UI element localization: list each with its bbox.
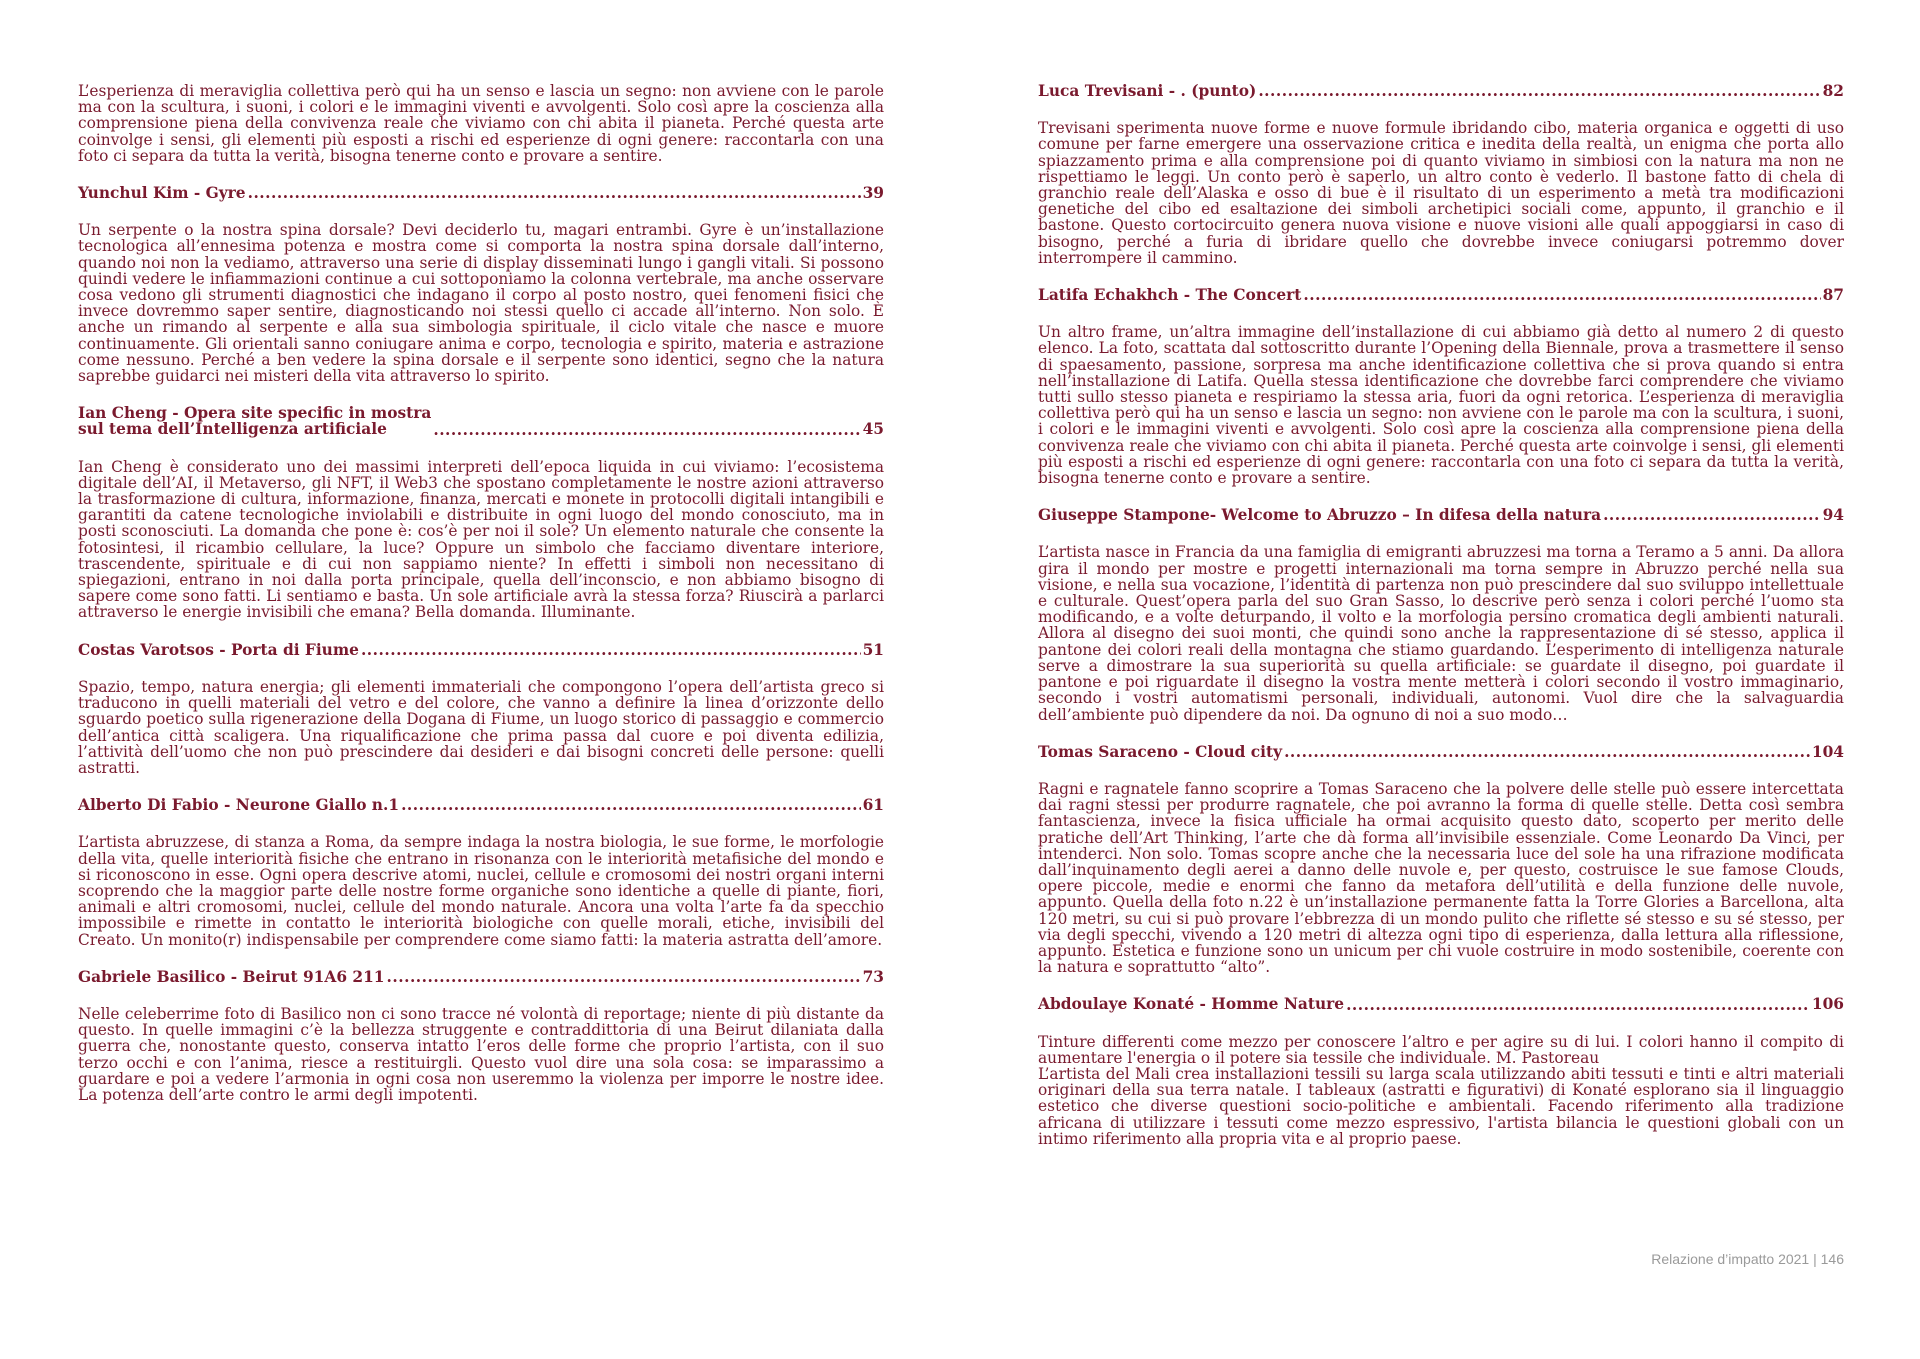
page-footer xyxy=(1651,1251,1844,1267)
entry-paragraph: Ragni e ragnatele fanno scoprire a Tomas Saraceno che la polvere delle stelle può essere intercettata dai ragni stessi per produrre ragnatele, che poi avranno la forma di quelle stelle. Detta così sembra fantascienza, invece la fisica ufficiale ha ormai acquisito questo dato, scoperto per merito delle pratiche dell’Art Thinking, l’arte che dà forma all’invisibile essenziale. Come Leonardo Da Vinci, per intenderci. Non solo. Tomas scopre anche che la necessaria luce del sole ha una rifrazione modificata dall’inquinamento degli aerei a danno delle nuvole e, per questo, costruisce le sue famose Clouds, opere piccole, medie e enormi che fanno da metafora dell’utilità e della funzione delle nuvole, appunto. Quella della foto n.22 è un’installazione permanente fatta la Torre Glories a Barcellona, alta 120 metri, su cui si può provare l’ebbrezza di un mondo pulito che riflette sé stesso e su sé stesso, per via degli specchi, vivendo a 120 metri di altezza ogni tipo di esperienza, dalla lettura alla riflessione, appunto. Estetica e funzione sono un unicum per chi vuole costruire in modo sostenibile, coerente con la natura e soprattutto “alto”. xyxy=(1038,779,1844,977)
toc-entry-abdoulaye-konate xyxy=(1038,996,1844,1147)
entry-title[interactable] xyxy=(1038,996,1844,1012)
leader-dots xyxy=(387,969,861,985)
entry-title-text: Alberto Di Fabio - Neurone Giallo n.1 xyxy=(78,796,400,815)
entry-page-number: 82 xyxy=(1822,82,1844,100)
leader-dots xyxy=(401,797,861,813)
entry-title-text: Luca Trevisani - . (punto) xyxy=(1038,82,1257,100)
entry-title[interactable] xyxy=(78,642,884,658)
entry-title[interactable] xyxy=(1038,83,1844,99)
entry-paragraph: Spazio, tempo, natura energia; gli elementi immateriali che compongono l’opera dell’artista greco si traducono in quelli materiali del vetro e del colore, che vanno a definire la linea d’orizzonte dello sguardo poetico sulla rigenerazione della Dogana di Fiume, un luogo storico di passaggio e commercio dell’antica città scaligera. Una riqualificazione che prima passa dal cuore e poi diventa edilizia, l’attività dell’uomo che non può prescindere dai desideri e dai bisogni concreti delle persone: quelli astratti. xyxy=(78,677,884,777)
footer-separator: | xyxy=(1813,1251,1817,1267)
entry-body xyxy=(1038,781,1844,975)
entry-title-text: Yunchul Kim - Gyre xyxy=(78,184,246,203)
entry-paragraph: L’artista del Mali crea installazioni tessili su larga scala utilizzando abiti tessuti e tinti e altri materiali originari della sua terra natale. I tableaux (astratti e figurativi) di Konaté esplorano sia il linguaggio estetico che diverse questioni socio-politiche e ambientali. Facendo riferimento alla tradizione africana di utilizzare i tessuti come mezzo espressivo, l'artista bilancia le questioni globali con un intimo riferimento alla propria vita e al proprio paese. xyxy=(1038,1064,1844,1148)
entry-body xyxy=(78,459,884,621)
leader-dots xyxy=(1258,83,1820,99)
entry-paragraph: Ian Cheng è considerato uno dei massimi interpreti dell’epoca liquida in cui viviamo: l’ecosistema digitale dell’AI, il Metaverso, gli NFT, il Web3 che spostano completamente le nostre azioni attraverso la trasformazione di cultura, informazione, finanza, mercati e monete in protocolli digitali intangibili e garantiti da catene tecnologiche inviolabili e distribuite in ogni luogo del mondo conosciuto, ma in posti sconosciuti. La domanda che pone è: cos’è per noi il sole? Un elemento naturale che consente la fotosintesi, il ricambio cellulare, la luce? Oppure un simbolo che facciamo diventare interiore, trascendente, spirituale e di cui non sappiamo niente? In effetti i simboli non necessitano di spiegazioni, entrano in noi dalla porta principale, quella dell’inconscio, e non abbiamo bisogno di sapere come sono fatti. Li sentiamo e basta. Un sole artificiale avrà la stessa forza? Riuscirà a parlarci attraverso le energie invisibili che emana? Bella domanda. Illuminante. xyxy=(78,457,884,622)
leader-dots xyxy=(433,422,860,438)
entry-page-number: 104 xyxy=(1811,742,1844,761)
leader-dots xyxy=(1284,744,1810,760)
entry-page-number: 87 xyxy=(1822,286,1844,305)
entry-title[interactable] xyxy=(1038,744,1844,760)
entry-body xyxy=(1038,1034,1844,1147)
entry-page-number: 73 xyxy=(862,967,884,986)
toc-entry-alberto-di-fabio xyxy=(78,797,884,948)
entry-title[interactable] xyxy=(78,405,884,437)
entry-paragraph: Un serpente o la nostra spina dorsale? Devi deciderlo tu, magari entrambi. Gyre è un’installazione tecnologica all’ennesima potenza e mostra come si comporta la nostra spina dorsale dall’interno, quando noi non la vediamo, attraverso una serie di display disseminati lungo i gangli vitali. Si possono quindi vedere le infiammazioni continue a cui sottoponiamo la colonna vertebrale, ma anche osservare cosa vedono gli strumenti diagnostici che indagano il corpo al posto nostro, quei fenomeni fisici che invece dovremmo saper sentire, diagnosticando noi stessi quello ci accade all’interno. Non solo. È anche un rimando al serpente e alla sua simbologia spirituale, il ciclo vitale che nasce e muore continuamente. Gli orientali sanno coniugare anima e corpo, tecnologia e spirito, materia e astrazione come nessuno. Perché a ben vedere la spina dorsale e il serpente sono identici, segno che la natura saprebbe guidarci nei misteri della vita attraverso lo spirito. xyxy=(78,221,884,386)
entry-title-text: Giuseppe Stampone- Welcome to Abruzzo – In difesa della natura xyxy=(1038,506,1602,525)
entry-quote: Tinture differenti come mezzo per conoscere l’altro e per agire su di lui. I colori hanno il compito di aumentare l'energia o il potere sia tessile che individuale. M. Pastoreau xyxy=(1038,1032,1844,1067)
entry-paragraph: Un altro frame, un’altra immagine dell’installazione di cui abbiamo già detto al numero 2 di questo elenco. La foto, scattata dal sottoscritto durante l’Opening della Biennale, prova a trasmettere il senso di spaesamento, passione, sorpresa ma anche identificazione collettiva che si prova quando si entra nell’installazione di Latifa. Quella stessa identificazione che dovrebbe farci comprendere che viviamo tutti sullo stesso pianeta e respiriamo la stessa aria, fuori da ogni retorica. L’esperienza di meraviglia collettiva però qui ha un senso e lascia un segno: non avviene con le parole ma con la scultura, i suoni, i colori e le immagini viventi e avvolgenti. Solo così apre la coscienza alla comprensione piena della convivenza reale che viviamo con chi abita il pianeta. Perché questa arte coinvolge i sensi, gli elementi più esposti a rischi ed esperienze di ogni genere: raccontarla con una foto ci separa da tutta la verità, bisogna tenerne conto e provare a sentire. xyxy=(1038,323,1844,488)
entry-title-text: Ian Cheng - Opera site specific in mostra sul tema dell’Intelligenza artificiale xyxy=(78,404,432,439)
toc-entry-giuseppe-stampone xyxy=(1038,507,1844,722)
entry-title-text: Latifa Echakhch - The Concert xyxy=(1038,286,1302,305)
entry-title[interactable] xyxy=(78,185,884,201)
entry-paragraph: Nelle celeberrime foto di Basilico non ci sono tracce né volontà di reportage; niente di più distante da questo. In quelle immagini c’è la bellezza struggente e contraddittoria di una Beirut dilaniata dalla guerra che, nonostante questo, conserva intatto l’eros delle forme che proprio l’artista, con il suo terzo occhi e con l’anima, riesce a restituirgli. Questo vuol dire una sola cosa: se imparassimo a guardare e poi a vedere l’armonia in ogni cosa non useremmo la violenza per imporre le nostre idee. La potenza dell’arte contro le armi degli impotenti. xyxy=(78,1004,884,1104)
entry-page-number: 61 xyxy=(862,796,884,815)
leader-dots xyxy=(1603,507,1821,523)
leader-dots xyxy=(1346,997,1810,1013)
entry-body xyxy=(78,1006,884,1103)
entry-body xyxy=(78,222,884,384)
page-number: 146 xyxy=(1820,1251,1844,1267)
entry-body xyxy=(1038,324,1844,486)
entry-title[interactable] xyxy=(1038,287,1844,303)
intro-paragraph: L’esperienza di meraviglia collettiva però qui ha un senso e lascia un segno: non avviene con le parole ma con la scultura, i suoni, i colori e le immagini viventi e avvolgenti. Solo così apre la coscienza alla comprensione piena della convivenza reale che viviamo con chi abita il pianeta. Perché questa arte coinvolge i sensi, gli elementi più esposti a rischi ed esperienze di ogni genere: raccontarla con una foto ci separa da tutta la verità, bisogna tenerne conto e provare a sentire. xyxy=(78,82,884,165)
leader-dots xyxy=(361,642,861,658)
entry-page-number: 51 xyxy=(862,640,884,659)
report-label: Relazione d’impatto 2021 xyxy=(1651,1251,1810,1267)
entry-title[interactable] xyxy=(78,969,884,985)
entry-page-number: 45 xyxy=(862,420,884,439)
entry-body xyxy=(78,834,884,947)
toc-entry-luca-trevisani xyxy=(1038,83,1844,266)
leader-dots xyxy=(1303,287,1820,303)
right-column xyxy=(1038,83,1844,1168)
toc-entry-ian-cheng xyxy=(78,405,884,620)
leader-dots xyxy=(248,185,861,201)
entry-body xyxy=(78,679,884,776)
toc-entry-yunchul-kim xyxy=(78,185,884,384)
entry-body xyxy=(1038,544,1844,722)
toc-entry-latifa-echakhch xyxy=(1038,287,1844,486)
entry-paragraph: L’artista nasce in Francia da una famiglia di emigranti abruzzesi ma torna a Teramo a 5 anni. Da allora gira il mondo per mostre e progetti internazionali ma torna sempre in Abruzzo perché nella sua visione, e nella sua vocazione, l’identità di partenza non può prescindere dal suo sviluppo intellettuale e culturale. Quest’opera parla del suo Gran Sasso, lo descrive però senza i colori perché l’uomo sta modificando, e a volte deturpando, il volto e la morfologia persino cromatica degli ambienti naturali. Allora al disegno dei suoi monti, che quindi sono anche la rappresentazione di sé stesso, applica il pantone dei colori reali della montagna che stiamo guardando. L’esperimento di intelligenza naturale serve a dimostrare la sua superiorità su quella artificiale: se guardate il disegno, poi guardate il pantone e poi riguardate il disegno la vostra mente metterà i colori secondo il vostro immaginario, secondo i vostri automatismi personali, individuali, autonomi. Vuol dire che la salvaguardia dell’ambiente può dipendere da noi. Da ognuno di noi a suo modo… xyxy=(1038,543,1844,724)
entry-page-number: 39 xyxy=(862,184,884,203)
entry-paragraph: Trevisani sperimenta nuove forme e nuove formule ibridando cibo, materia organica e oggetti di uso comune per farne emergere una osservazione critica e inedita della realtà, un enigma che porta allo spiazzamento prima e alla comprensione poi di quanto viviamo in simbiosi con la natura ma non ne rispettiamo le leggi. Un conto però è saperlo, un altro conto è vederlo. Il bastone fatto di chela di granchio reale dell’Alaska e osso di bue è il risultato di un esperimento a metà tra modificazioni genetiche del cibo ed esaltazione dei simboli archetipici sociali come, appunto, il granchio e il bastone. Questo cortocircuito genera nuova visione e nuove visioni alle quali appoggiarsi in caso di bisogno, perché a furia di ibridare quello che dovrebbe invece coniugarsi potremmo dover interrompere il cammino. xyxy=(1038,119,1844,267)
entry-body xyxy=(1038,120,1844,266)
toc-entry-gabriele-basilico xyxy=(78,969,884,1103)
entry-page-number: 106 xyxy=(1811,995,1844,1014)
entry-title[interactable] xyxy=(1038,507,1844,523)
entry-title-text: Tomas Saraceno - Cloud city xyxy=(1038,742,1283,761)
toc-entry-costas-varotsos xyxy=(78,642,884,776)
entry-title-text: Costas Varotsos - Porta di Fiume xyxy=(78,640,359,659)
entry-title[interactable] xyxy=(78,797,884,813)
entry-title-text: Gabriele Basilico - Beirut 91A6 211 xyxy=(78,967,385,986)
entry-title-text: Abdoulaye Konaté - Homme Nature xyxy=(1038,995,1345,1014)
entry-page-number: 94 xyxy=(1822,506,1844,525)
entry-paragraph: L’artista abruzzese, di stanza a Roma, da sempre indaga la nostra biologia, le sue forme, le morfologie della vita, quelle interiorità fisiche che entrano in risonanza con le interiorità metafisiche del mondo e si riconoscono in esse. Ogni opera descrive atomi, nuclei, cellule e cromosomi dei nostri organi interni scoprendo che la maggior parte delle nostre forme organiche sono identiche a quelle di piante, fiori, animali e altri cromosomi, nuclei, cellule del mondo naturale. Ancora una volta l’arte fa da specchio impossibile e rimette in contatto le interiorità biologiche con quelle morali, etiche, invisibili del Creato. Un monito(r) indispensabile per comprendere come siamo fatti: la materia astratta dell’amore. xyxy=(78,833,884,949)
toc-entry-tomas-saraceno xyxy=(1038,744,1844,976)
left-column xyxy=(78,83,884,1124)
